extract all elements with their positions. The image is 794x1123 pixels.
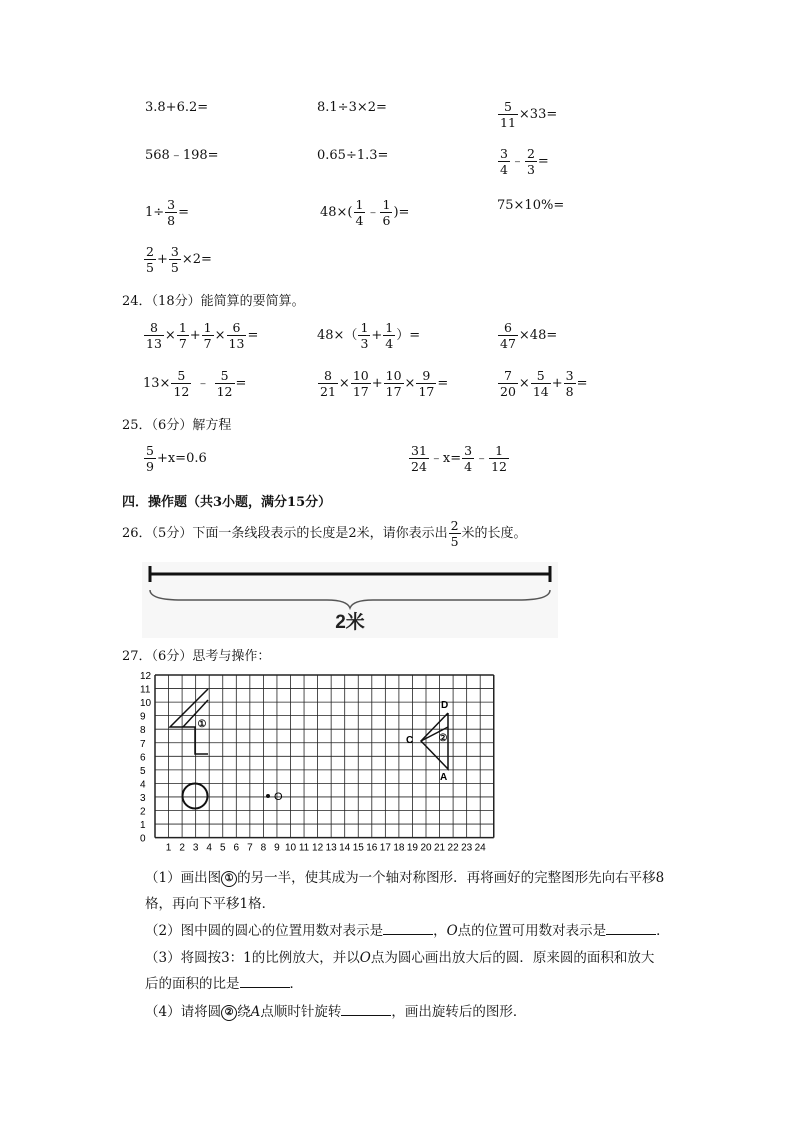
q26-segment-figure [142, 562, 558, 638]
x-axis-labels [166, 843, 486, 854]
y-tick-label: 10 [140, 698, 152, 710]
q24-expr-4: 13× $\frac{5}{12}$ ﹣ $\frac{5}{12}$ = [143, 368, 247, 399]
y-tick-label: 6 [140, 752, 146, 764]
x-tick-label: 19 [406, 842, 419, 854]
answer-blank-3[interactable] [240, 975, 290, 988]
shape-1-label: ① [197, 719, 207, 730]
q24-title: 24．（18分）能简算的要简算。 [122, 294, 305, 309]
q24-expr-3: $\frac{6}{47}$ ×48= [500, 320, 558, 351]
x-tick-label: 3 [192, 842, 199, 854]
point-o-label: O [274, 791, 283, 803]
y-tick-label: 9 [140, 711, 146, 723]
q24-expr-5: $\frac{8}{21}$ × $\frac{10}{17}$ + $\frac{10}{17}$ × $\frac{9}{17}$ = [320, 368, 449, 399]
q27-part-1-cont: 格，再向下平移1格． [145, 896, 276, 912]
y-tick-label: 11 [140, 684, 151, 696]
q25-equation-1: $\frac{5}{9}$ +x=0.6 [146, 443, 207, 474]
point-d-label: D [441, 700, 449, 711]
x-tick-label: 8 [260, 842, 267, 854]
x-tick-label: 23 [461, 842, 473, 854]
y-tick-label: 7 [140, 738, 146, 750]
x-tick-label: 12 [312, 842, 324, 854]
answer-blank-1[interactable] [383, 922, 433, 935]
x-tick-label: 9 [274, 842, 280, 854]
x-tick-label: 14 [339, 842, 351, 854]
shape-1-ref: ① [221, 871, 237, 887]
calc-3-8-plus-6-2: 3.8+6.2= [145, 100, 209, 115]
fraction-5-11: $\frac{5}{11}$ [500, 99, 516, 130]
q27-grid-figure [138, 668, 520, 862]
calc-0-65-div-1-3: 0.65÷1.3= [317, 148, 389, 163]
calc-75-times-10-percent: 75×10%= [497, 198, 565, 213]
point-c-label: C [406, 735, 414, 746]
q24-expr-6: $\frac{7}{20}$ × $\frac{5}{14}$ + $\frac{3}{8}$ = [500, 368, 588, 399]
shape-1 [170, 689, 208, 754]
section-4-title: 四．操作题（共3小题，满分15分） [122, 495, 332, 510]
x-tick-label: 1 [165, 842, 172, 854]
q26-text: 26．（5分）下面一条线段表示的长度是2米，请你表示出 $\frac{2}{5}$ 米的长度。 [122, 518, 527, 549]
x-tick-label: 24 [474, 842, 486, 854]
x-tick-label: 4 [206, 842, 212, 854]
y-tick-label: 2 [140, 806, 146, 818]
shape-2 [421, 713, 448, 769]
q27-part-3-cont: 后的面积的比是 ． [145, 976, 303, 992]
y-axis-labels [140, 671, 152, 845]
x-tick-label: 17 [379, 842, 391, 854]
x-tick-label: 10 [284, 842, 297, 854]
calc-3-4-minus-2-3: $\frac{3}{4}$ ﹣ $\frac{2}{3}$ = [500, 146, 549, 177]
x-tick-label: 22 [447, 842, 459, 854]
y-tick-label: 8 [140, 725, 146, 737]
x-tick-label: 20 [420, 842, 432, 854]
x-tick-label: 11 [298, 842, 310, 854]
x-tick-label: 6 [233, 842, 240, 854]
x-tick-label: 16 [366, 842, 378, 854]
q27-part-2: （2）图中圆的圆心的位置用数对表示是 ，O点的位置可用数对表示是 ． [145, 923, 670, 939]
x-tick-label: 21 [433, 842, 446, 854]
q27-part-3: （3）将圆按3：1的比例放大，并以O点为圆心画出放大后的圆．原来圆的面积和放大 [145, 950, 655, 966]
x-tick-label: 7 [247, 842, 253, 854]
y-tick-label: 3 [140, 792, 146, 804]
circle [183, 784, 208, 809]
q25-title: 25．（6分）解方程 [122, 418, 232, 433]
x-tick-label: 15 [352, 842, 364, 854]
y-tick-label: 0 [140, 833, 146, 845]
shape-2-ref: ② [221, 1005, 237, 1021]
shape-2-label: ② [438, 733, 448, 744]
point-o [266, 794, 270, 798]
q25-equation-2: $\frac{31}{24}$ ﹣x= $\frac{3}{4}$ ﹣ $\frac{1}{12}$ [411, 443, 508, 474]
y-tick-label: 5 [140, 765, 146, 777]
y-tick-label: 1 [140, 820, 146, 832]
q27-part-4: （4）请将圆 ② 绕A点顺时针旋转 ，画出旋转后的图形． [145, 1004, 527, 1020]
y-tick-label: 12 [140, 671, 152, 682]
brace-label: 2米 [335, 612, 365, 633]
point-a-label: A [440, 772, 448, 783]
calc-1-div-3-8: 1÷ $\frac{3}{8}$ = [145, 197, 190, 228]
q24-expr-2: 48×（ $\frac{1}{3}$ + $\frac{1}{4}$ ）= [317, 320, 421, 351]
x-tick-label: 13 [325, 842, 337, 854]
q27-part-1: （1）画出图 ① 的另一半，使其成为一个轴对称图形．再将画好的完整图形先向右平移8 [145, 870, 665, 886]
x-tick-label: 2 [179, 842, 185, 854]
calc-2-5-plus-3-5-times-2: $\frac{2}{5}$ + $\frac{3}{5}$ ×2= [146, 244, 212, 275]
x-tick-label: 5 [219, 842, 226, 854]
answer-blank-4[interactable] [341, 1003, 391, 1016]
calc-568-minus-198: 568﹣198= [145, 148, 219, 163]
calc-5-11-times-33: $\frac{5}{11}$ ×33= [500, 99, 558, 130]
y-tick-label: 4 [140, 779, 146, 791]
q24-expr-1: $\frac{8}{13}$ × $\frac{1}{7}$ + $\frac{1}{7}$ × $\frac{6}{13}$ = [146, 320, 259, 351]
q27-title: 27．（6分）思考与操作： [122, 649, 271, 664]
calc-8-1-div-3-times-2: 8.1÷3×2= [317, 100, 387, 115]
calc-48-times-paren: 48×( $\frac{1}{4}$ ﹣ $\frac{1}{6}$ )= [320, 197, 410, 228]
x-tick-label: 18 [393, 842, 405, 854]
answer-blank-2[interactable] [606, 922, 656, 935]
